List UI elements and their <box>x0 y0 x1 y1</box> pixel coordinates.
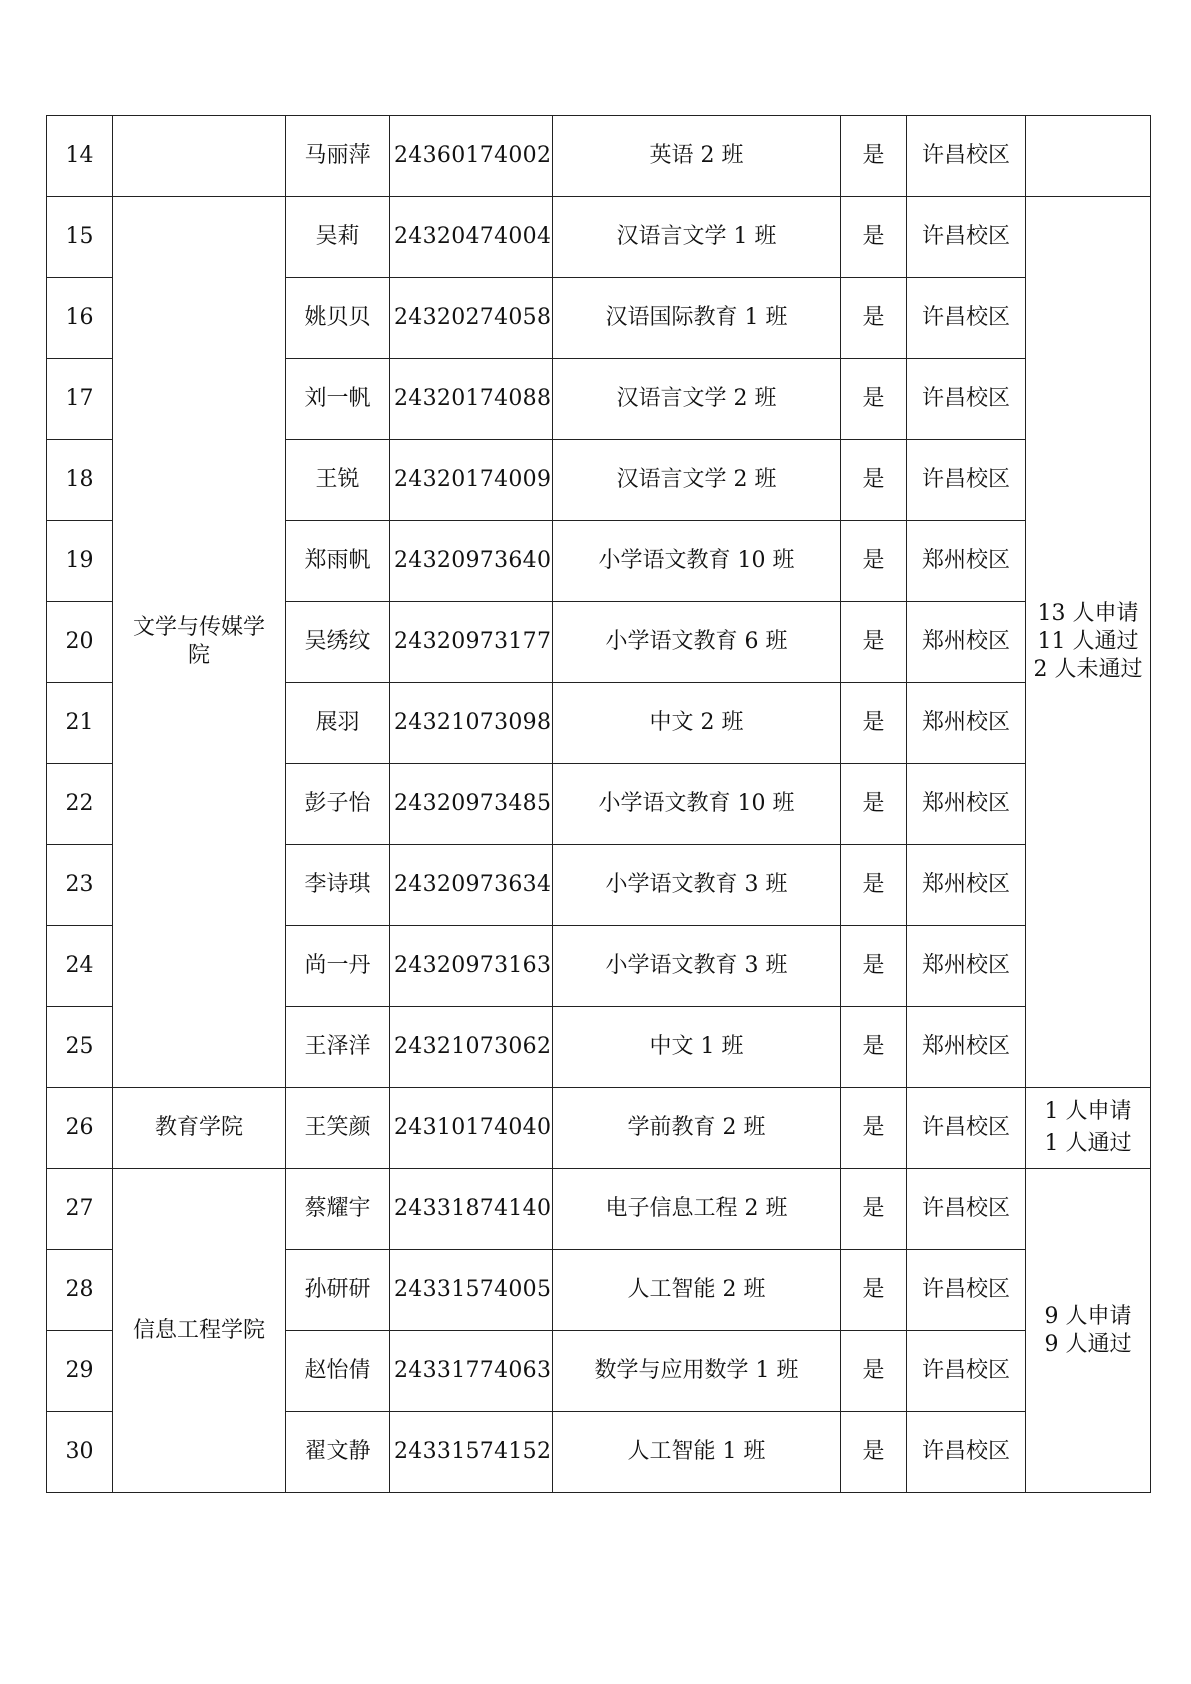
student-id: 24331774063 <box>390 1331 553 1412</box>
row-number: 28 <box>47 1250 113 1331</box>
student-name: 翟文静 <box>286 1412 390 1493</box>
campus: 郑州校区 <box>907 764 1026 845</box>
student-name: 李诗琪 <box>286 845 390 926</box>
table-row <box>47 116 1151 197</box>
campus: 许昌校区 <box>907 1250 1026 1331</box>
class-name: 小学语文教育 6 班 <box>553 602 841 683</box>
eligibility-flag: 是 <box>841 1169 907 1250</box>
eligibility-flag: 是 <box>841 1412 907 1493</box>
student-name: 王笑颜 <box>286 1088 390 1169</box>
student-id: 24320973177 <box>390 602 553 683</box>
row-number: 21 <box>47 683 113 764</box>
campus: 许昌校区 <box>907 1331 1026 1412</box>
student-id: 24360174002 <box>390 116 553 197</box>
row-number: 19 <box>47 521 113 602</box>
campus: 许昌校区 <box>907 1412 1026 1493</box>
student-id: 24331574152 <box>390 1412 553 1493</box>
row-number: 29 <box>47 1331 113 1412</box>
student-name: 吴莉 <box>286 197 390 278</box>
class-name: 汉语言文学 1 班 <box>553 197 841 278</box>
row-number: 15 <box>47 197 113 278</box>
class-name: 小学语文教育 3 班 <box>553 926 841 1007</box>
summary-failed: 2 人未通过 <box>1033 657 1143 682</box>
eligibility-flag: 是 <box>841 764 907 845</box>
class-name: 中文 2 班 <box>553 683 841 764</box>
student-name: 王锐 <box>286 440 390 521</box>
student-name: 孙研研 <box>286 1250 390 1331</box>
student-id: 24331874140 <box>390 1169 553 1250</box>
campus: 许昌校区 <box>907 278 1026 359</box>
student-name: 赵怡倩 <box>286 1331 390 1412</box>
row-number: 14 <box>47 116 113 197</box>
eligibility-flag: 是 <box>841 521 907 602</box>
campus: 郑州校区 <box>907 683 1026 764</box>
class-name: 小学语文教育 3 班 <box>553 845 841 926</box>
summary-applied: 13 人申请 <box>1037 601 1139 626</box>
campus: 许昌校区 <box>907 116 1026 197</box>
class-name: 数学与应用数学 1 班 <box>553 1331 841 1412</box>
campus: 郑州校区 <box>907 1007 1026 1088</box>
student-name: 尚一丹 <box>286 926 390 1007</box>
eligibility-flag: 是 <box>841 602 907 683</box>
college-name: 教育学院 <box>113 1088 286 1169</box>
row-number: 17 <box>47 359 113 440</box>
campus: 许昌校区 <box>907 359 1026 440</box>
summary-passed: 11 人通过 <box>1037 629 1139 654</box>
class-name: 小学语文教育 10 班 <box>553 521 841 602</box>
row-number: 20 <box>47 602 113 683</box>
eligibility-flag: 是 <box>841 926 907 1007</box>
row-number: 22 <box>47 764 113 845</box>
student-name: 马丽萍 <box>286 116 390 197</box>
student-id: 24331574005 <box>390 1250 553 1331</box>
student-name: 王泽洋 <box>286 1007 390 1088</box>
eligibility-flag: 是 <box>841 440 907 521</box>
eligibility-flag: 是 <box>841 1331 907 1412</box>
campus: 许昌校区 <box>907 1169 1026 1250</box>
student-roster-table <box>46 115 1151 1493</box>
student-id: 24320474004 <box>390 197 553 278</box>
summary-passed: 1 人通过 <box>1044 1131 1132 1156</box>
student-name: 展羽 <box>286 683 390 764</box>
table-row <box>47 1088 1151 1169</box>
class-name: 人工智能 2 班 <box>553 1250 841 1331</box>
class-name: 人工智能 1 班 <box>553 1412 841 1493</box>
student-id: 24320973640 <box>390 521 553 602</box>
student-name: 刘一帆 <box>286 359 390 440</box>
row-number: 23 <box>47 845 113 926</box>
campus: 许昌校区 <box>907 197 1026 278</box>
summary-applied: 9 人申请 <box>1044 1303 1132 1329</box>
row-number: 25 <box>47 1007 113 1088</box>
campus: 郑州校区 <box>907 521 1026 602</box>
row-number: 26 <box>47 1088 113 1169</box>
eligibility-flag: 是 <box>841 197 907 278</box>
student-id: 24321073098 <box>390 683 553 764</box>
eligibility-flag: 是 <box>841 116 907 197</box>
eligibility-flag: 是 <box>841 359 907 440</box>
eligibility-flag: 是 <box>841 278 907 359</box>
summary-cell-empty <box>1026 116 1151 197</box>
eligibility-flag: 是 <box>841 683 907 764</box>
row-number: 16 <box>47 278 113 359</box>
student-name: 吴绣纹 <box>286 602 390 683</box>
college-summary <box>1026 1088 1151 1169</box>
student-id: 24310174040 <box>390 1088 553 1169</box>
student-name: 彭子怡 <box>286 764 390 845</box>
college-name: 信息工程学院 <box>113 1169 286 1493</box>
campus: 郑州校区 <box>907 602 1026 683</box>
row-number: 27 <box>47 1169 113 1250</box>
student-name: 蔡耀宇 <box>286 1169 390 1250</box>
eligibility-flag: 是 <box>841 1007 907 1088</box>
class-name: 中文 1 班 <box>553 1007 841 1088</box>
row-number: 18 <box>47 440 113 521</box>
campus: 许昌校区 <box>907 440 1026 521</box>
eligibility-flag: 是 <box>841 845 907 926</box>
row-number: 24 <box>47 926 113 1007</box>
student-id: 24320973485 <box>390 764 553 845</box>
eligibility-flag: 是 <box>841 1088 907 1169</box>
class-name: 汉语国际教育 1 班 <box>553 278 841 359</box>
class-name: 学前教育 2 班 <box>553 1088 841 1169</box>
student-id: 24320174088 <box>390 359 553 440</box>
student-id: 24321073062 <box>390 1007 553 1088</box>
table-row <box>47 197 1151 278</box>
summary-passed: 9 人通过 <box>1044 1331 1132 1357</box>
row-number: 30 <box>47 1412 113 1493</box>
student-name: 姚贝贝 <box>286 278 390 359</box>
student-id: 24320973634 <box>390 845 553 926</box>
student-id: 24320973163 <box>390 926 553 1007</box>
college-cell-empty <box>113 116 286 197</box>
class-name: 汉语言文学 2 班 <box>553 440 841 521</box>
campus: 郑州校区 <box>907 926 1026 1007</box>
campus: 许昌校区 <box>907 1088 1026 1169</box>
student-id: 24320174009 <box>390 440 553 521</box>
eligibility-flag: 是 <box>841 1250 907 1331</box>
class-name: 汉语言文学 2 班 <box>553 359 841 440</box>
summary-applied: 1 人申请 <box>1044 1099 1132 1124</box>
class-name: 英语 2 班 <box>553 116 841 197</box>
college-summary <box>1026 1169 1151 1493</box>
college-summary <box>1026 197 1151 1088</box>
college-name: 文学与传媒学院 <box>113 197 286 1088</box>
campus: 郑州校区 <box>907 845 1026 926</box>
class-name: 小学语文教育 10 班 <box>553 764 841 845</box>
table-row <box>47 1169 1151 1250</box>
student-id: 24320274058 <box>390 278 553 359</box>
student-name: 郑雨帆 <box>286 521 390 602</box>
class-name: 电子信息工程 2 班 <box>553 1169 841 1250</box>
